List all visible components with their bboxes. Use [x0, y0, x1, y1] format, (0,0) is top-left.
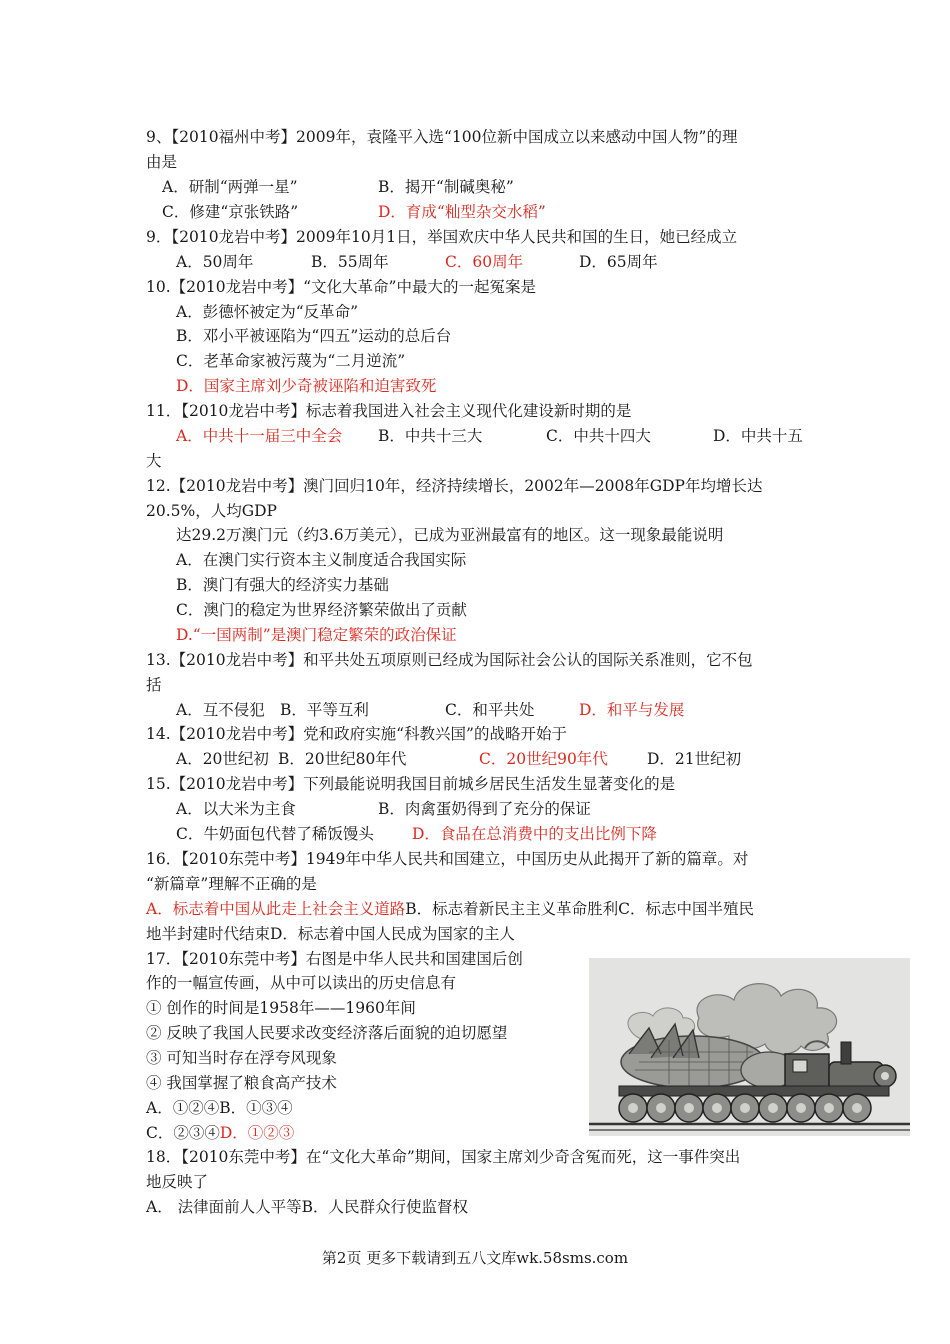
question-14-stem: 14.【2010龙岩中考】党和政府实施“科教兴国”的战略开始于: [146, 725, 567, 743]
question-12-option-d-answer: D.“一国两制”是澳门稳定繁荣的政治保证: [176, 626, 457, 644]
question-9a-option-b: B．揭开“制碱奥秘”: [378, 178, 514, 196]
question-13-option-d-answer: D．和平与发展: [579, 701, 685, 719]
question-14-option-a: A．20世纪初: [176, 750, 269, 768]
propaganda-painting-image: [589, 958, 910, 1136]
question-9b-option-c-answer: C．60周年: [445, 253, 524, 271]
question-10-option-c: C．老革命家被污蔑为“二月逆流”: [176, 352, 406, 370]
question-10-option-b: B．邓小平被诬陷为“四五”运动的总后台: [176, 327, 452, 345]
question-12-stem-cont: 20.5%，人均GDP: [146, 502, 277, 520]
question-9a-option-a: A．研制“两弹一星”: [162, 178, 298, 196]
question-15-option-c: C．牛奶面包代替了稀饭馒头: [176, 825, 374, 843]
question-16-option-a-answer: A．标志着中国从此走上社会主义道路: [146, 900, 406, 918]
question-15-option-a: A．以大米为主食: [176, 800, 296, 818]
question-15-option-d-answer: D．食品在总消费中的支出比例下降: [412, 825, 657, 843]
question-15-stem: 15.【2010龙岩中考】下列最能说明我国目前城乡居民生活发生显著变化的是: [146, 775, 676, 793]
question-12-option-a: A．在澳门实行资本主义制度适合我国实际: [176, 551, 467, 569]
page-footer: 第2页 更多下载请到五八文库wk.58sms.com: [321, 1249, 629, 1267]
question-17-item-1: ① 创作的时间是1958年——1960年间: [146, 999, 416, 1017]
question-17-item-4: ④ 我国掌握了粮食高产技术: [146, 1074, 337, 1092]
question-14-option-b: B．20世纪80年代: [278, 750, 407, 768]
question-9b-option-a: A．50周年: [176, 253, 254, 271]
question-10-option-d-answer: D．国家主席刘少奇被诬陷和迫害致死: [176, 377, 437, 395]
question-16-stem-cont: “新篇章”理解不正确的是: [146, 875, 317, 893]
question-17-item-3: ③ 可知当时存在浮夸风现象: [146, 1049, 337, 1067]
question-13-option-c: C．和平共处: [445, 701, 535, 719]
question-9b-option-b: B．55周年: [311, 253, 389, 271]
question-11-option-c: C．中共十四大: [546, 427, 651, 445]
question-16-options-bc: B．标志着新民主主义革命胜利C．标志中国半殖民: [405, 900, 754, 918]
question-17-stem: 17．【2010东莞中考】右图是中华人民共和国建国后创: [146, 950, 523, 968]
question-14-option-c-answer: C．20世纪90年代: [479, 750, 608, 768]
question-9a-option-d-answer: D．育成“籼型杂交水稻”: [378, 203, 546, 221]
question-16-options-cont: 地半封建时代结束D．标志着中国人民成为国家的主人: [146, 925, 515, 943]
question-11-stem: 11．【2010龙岩中考】标志着我国进入社会主义现代化建设新时期的是: [146, 402, 632, 420]
question-13-stem: 13.【2010龙岩中考】和平共处五项原则已经成为国际社会公认的国际关系准则，它不包: [146, 651, 753, 669]
question-9a-option-c: C．修建“京张铁路”: [162, 203, 299, 221]
question-18-stem: 18．【2010东莞中考】在“文化大革命”期间，国家主席刘少奇含冤而死，这一事件突出: [146, 1148, 741, 1166]
question-12-option-c: C．澳门的稳定为世界经济繁荣做出了贡献: [176, 601, 467, 619]
question-12-option-b: B．澳门有强大的经济实力基础: [176, 576, 389, 594]
question-9a-stem: 9、【2010福州中考】2009年，袁隆平入选“100位新中国成立以来感动中国人物”的理: [146, 128, 738, 146]
question-14-option-d: D．21世纪初: [647, 750, 742, 768]
question-18-options-ab: A． 法律面前人人平等B．人民群众行使监督权: [146, 1198, 469, 1216]
question-16-options-line: [146, 899, 754, 919]
question-11-option-d: D．中共十五: [713, 427, 803, 445]
question-11-option-b: B．中共十三大: [378, 427, 483, 445]
question-17-stem-cont: 作的一幅宣传画，从中可以读出的历史信息有: [146, 974, 457, 992]
question-9b-option-d: D．65周年: [579, 253, 658, 271]
question-15-option-b: B．肉禽蛋奶得到了充分的保证: [378, 800, 591, 818]
question-17-options-ab: A．①②④B．①③④: [146, 1099, 293, 1117]
question-11-option-d-cont: 大: [146, 452, 162, 470]
question-17-item-2: ② 反映了我国人民要求改变经济落后面貌的迫切愿望: [146, 1024, 508, 1042]
train-with-giant-crops-illustration: [589, 958, 910, 1136]
question-10-option-a: A．彭德怀被定为“反革命”: [176, 303, 359, 321]
question-13-option-a: A．互不侵犯: [176, 701, 265, 719]
question-11-option-a-answer: A．中共十一届三中全会: [176, 427, 343, 445]
question-17-option-d-answer: D．①②③: [219, 1124, 295, 1142]
question-16-stem: 16．【2010东莞中考】1949年中华人民共和国建立，中国历史从此揭开了新的篇章。对: [146, 850, 749, 868]
question-12-stem-cont2: 达29.2万澳门元（约3.6万美元），已成为亚洲最富有的地区。这一现象最能说明: [176, 526, 724, 544]
question-13-stem-cont: 括: [146, 676, 162, 694]
question-17-options-cd: [146, 1123, 294, 1143]
question-18-stem-cont: 地反映了: [146, 1173, 209, 1191]
question-9a-stem-cont: 由是: [146, 153, 178, 171]
question-9b-stem: 9．【2010龙岩中考】2009年10月1日，举国欢庆中华人民共和国的生日，她已经成立: [146, 228, 738, 246]
question-10-stem: 10.【2010龙岩中考】“文化大革命”中最大的一起冤案是: [146, 278, 536, 296]
question-12-stem: 12.【2010龙岩中考】澳门回归10年，经济持续增长，2002年—2008年GDP年均增长达: [146, 477, 763, 495]
question-17-option-c: C．②③④: [146, 1124, 220, 1142]
question-13-option-b: B．平等互利: [280, 701, 369, 719]
